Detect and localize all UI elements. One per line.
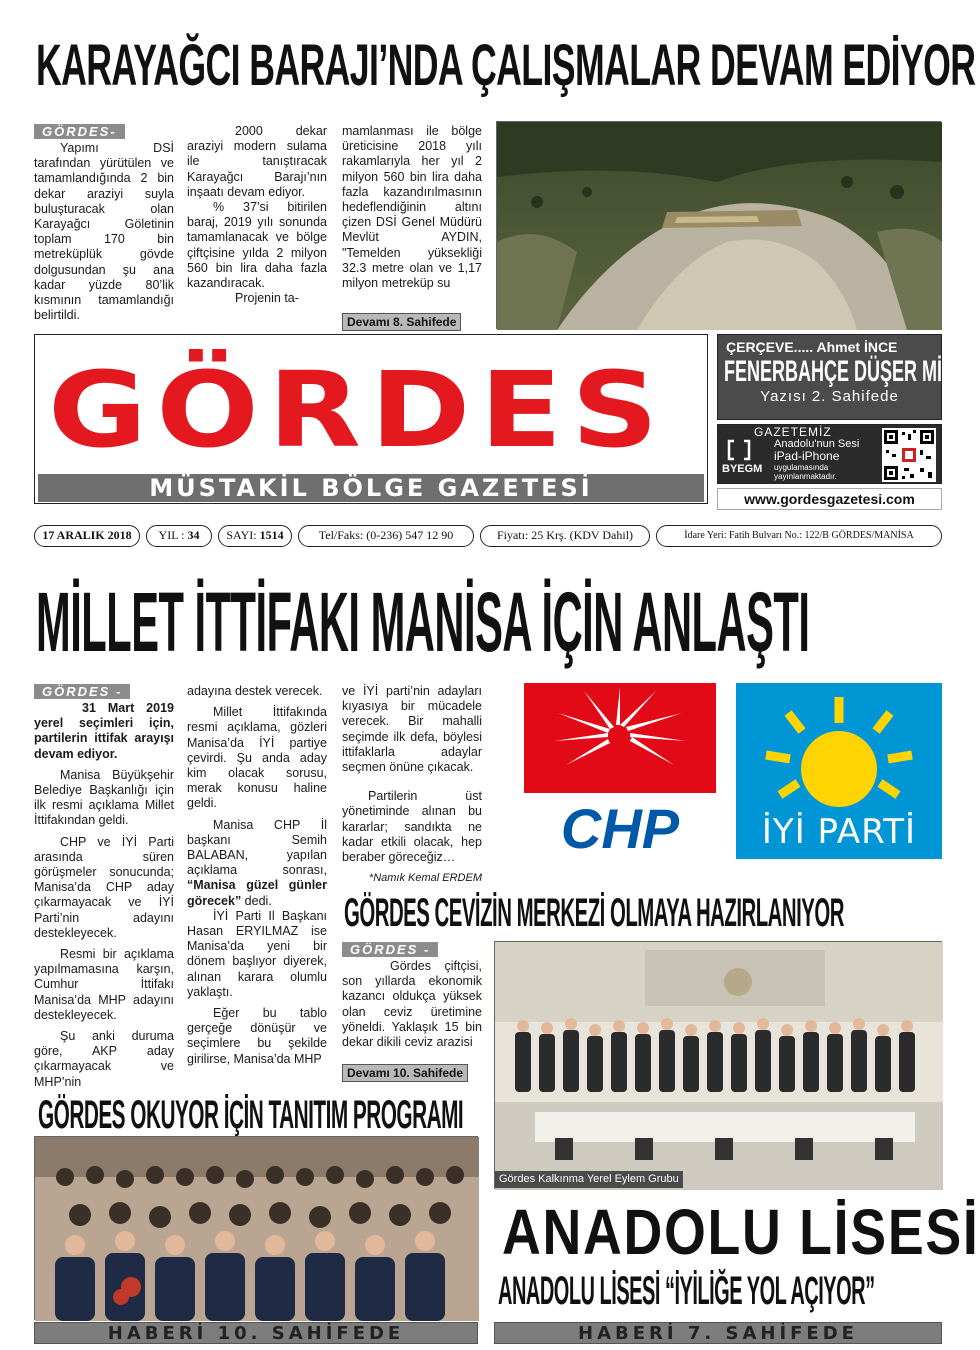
masthead-subtitle: MÜSTAKİL BÖLGE GAZETESİ	[38, 474, 704, 502]
ceviz-headline: GÖRDES CEVİZİN MERKEZİ OLMAYA HAZIRLANIYOR	[344, 891, 844, 935]
issue-year	[146, 525, 212, 547]
issue-number	[218, 525, 292, 547]
byegm-logo	[726, 439, 752, 461]
main-article-text	[187, 818, 327, 909]
top-article-text: Projenin ta-	[235, 291, 299, 306]
main-article-text: Şu anki duruma göre, AKP aday çıkarmayacak ve MHP’nin	[34, 1029, 174, 1089]
iyi-parti-logo	[736, 683, 942, 859]
website-box[interactable]	[717, 488, 942, 510]
lise-subheadline: ANADOLU LİSESİ “İYİLİĞE YOL AÇIYOR”	[498, 1269, 875, 1313]
ceviz-article-col	[342, 942, 482, 1064]
okuyor-headline: GÖRDES OKUYOR İÇİN TANITIM PROGRAMI	[38, 1093, 464, 1137]
main-article-text: ve İYİ parti’nin adayları kıyasıya bir mücadele verecek. Bir mahalli seçimde ilk defa, böylesi ittifaklarla adaylar seçmen önüne çıkacak.	[342, 684, 482, 775]
top-article-text: Yapımı DSİ tarafından yürütülen ve tamamlandığında 2 bin dekar araziyi suyla buluşturacak olan Karayağcı Göletinin toplam 170 bin metreküplük gövde dolgusundan şu ana kadar yüzde 80’lik kısmının tamamlandığı belirtildi.	[34, 141, 174, 323]
top-article-text: % 37’si bitirilen baraj, 2019 yılı sonunda tamamlanacak ve bölge çiftçisine yılda 2 milyon 560 bin lira daha fazla kazandıracak.	[187, 200, 327, 291]
main-article-text-part: dedi.	[241, 893, 272, 908]
main-article-quote: “Manisa güzel günler görecek”	[187, 878, 327, 908]
issue-date	[34, 525, 140, 547]
chp-logo	[524, 683, 716, 859]
app-promo-title: GAZETEMİZ	[754, 425, 832, 439]
continued-on-page-8[interactable]: Devamı 8. Sahifede	[342, 313, 461, 331]
main-article-col1	[34, 684, 174, 1089]
main-headline: MİLLET İTTİFAKI MANİSA İÇİN ANLAŞTI	[36, 575, 810, 669]
issue-date-text: 17 ARALIK 2018	[42, 528, 132, 542]
dam-construction-photo	[496, 121, 941, 329]
continued-on-page-10[interactable]: Devamı 10. Sahifede	[342, 1064, 468, 1082]
main-article-col2	[187, 684, 327, 1084]
cerceve-column-box[interactable]	[717, 334, 954, 420]
masthead-title: GÖRDES	[48, 349, 668, 471]
okuyor-page-band[interactable]: HABERİ 10. SAHİFEDE	[34, 1322, 478, 1344]
main-article-text: adayına destek verecek.	[187, 684, 323, 698]
iyi-logo-text: İYİ PARTİ	[761, 812, 917, 852]
issue-value: 1514	[259, 528, 284, 542]
main-article-text: Manisa Büyükşehir Belediye Başkanlığı için ilk resmi açıklama Millet İttifakından geldi.	[34, 767, 174, 828]
byegm-brand: BYEGM	[722, 463, 763, 475]
website-url[interactable]: www.gordesgazetesi.com	[744, 491, 915, 507]
main-article-text: CHP ve İYİ Parti arasında süren görüşmeler sonucunda; Manisa’da CHP aday çıkarmayacak ve İYİ Parti’nin adayını destekleyecek.	[34, 834, 174, 940]
issue-label: SAYI:	[226, 528, 257, 542]
app-promo-line2: iPad-iPhone	[774, 449, 840, 463]
top-article-col1	[34, 124, 174, 324]
app-promo-box	[717, 424, 942, 484]
year-value: 34	[187, 528, 200, 542]
top-article-text: 2000 dekar araziyi modern sulama ile tanıştıracak Karayağcı Barajı’nın inşaatı devam ediyor.	[187, 124, 327, 199]
ceviz-article-text: Gördes çiftçisi, son yıllarda ekonomik kazancı oldukça yüksek olan ceviz üretimine yöneldi. Yaklaşık 15 bin dekar dikili ceviz arazisi	[342, 959, 482, 1050]
top-article-col2	[187, 124, 327, 324]
kicker-label: GÖRDES -	[34, 684, 130, 699]
main-article-text-part: Manisa CHP İl başkanı Semih BALABAN, yapılan açıklama sonrası,	[187, 817, 327, 878]
year-label: YIL :	[158, 528, 185, 542]
main-article-text: Millet İttifakında resmi açıklama, gözleri Manisa’da İYİ partiye çevirdi. Şu anda aday kim olacak sorusu, merak konusu haline geldi.	[187, 705, 327, 811]
phone-info: Tel/Faks: (0-236) 547 12 90	[298, 525, 474, 547]
cerceve-author-line: ÇERÇEVE..... Ahmet İNCE	[726, 339, 898, 355]
cerceve-title: FENERBAHÇE DÜŞER Mİ?	[724, 355, 954, 388]
dam-photo-illustration	[497, 122, 942, 330]
lise-page-band[interactable]: HABERİ 7. SAHİFEDE	[494, 1322, 942, 1344]
ceviz-meeting-photo	[494, 941, 942, 1189]
main-article-text: Eğer bu tablo gerçeğe dönüşür ve seçimlere bu şekilde girilirse, Manisa’da MHP	[187, 1006, 327, 1066]
app-promo-line1: Anadolu'nun Sesi	[774, 438, 860, 450]
app-promo-line4: yayınlanmaktadır.	[774, 472, 837, 481]
main-article-lead: 31 Mart 2019 yerel seçimleri için, partilerin ittifak arayışı devam ediyor.	[34, 701, 174, 761]
main-article-byline: *Namık Kemal ERDEM	[368, 872, 482, 885]
cerceve-page-note: Yazısı 2. Sahifede	[760, 388, 899, 405]
kicker-label: GÖRDES -	[342, 942, 438, 957]
main-article-text: Resmi bir açıklama yapılmamasına karşın, Cumhur İttifakı Manisa’da MHP adayını destekleyecek.	[34, 947, 174, 1022]
kicker-label: GÖRDES-	[34, 124, 125, 139]
app-promo-line3: uygulamasında	[774, 463, 829, 472]
main-article-text: Partilerin üst yönetiminde alınan bu kararlar; sandıkta ne kadar etkili olacak, hep beraber göreceğiz…	[342, 789, 482, 865]
top-headline: KARAYAĞCI BARAJI’NDA ÇALIŞMALAR DEVAM EDİYOR	[36, 33, 976, 98]
main-article-col3	[342, 684, 482, 885]
lise-headline: ANADOLU LİSESİ	[502, 1196, 980, 1268]
qr-code[interactable]	[882, 428, 936, 482]
price-info: Fiyatı: 25 Krş. (KDV Dahil)	[480, 525, 650, 547]
photo-caption: Gördes Kalkınma Yerel Eylem Grubu	[495, 1171, 683, 1188]
okuyor-audience-photo	[34, 1136, 478, 1320]
chp-logo-text: CHP	[560, 797, 680, 860]
top-article-col3	[342, 124, 482, 314]
address-info: İdare Yeri: Fatih Bulvarı No.: 122/B GÖRDES/MANİSA	[656, 525, 942, 547]
top-article-text: mamlanması ile bölge üreticisine 2018 yılı rakamlarıyla her yıl 2 milyon 560 bin lira daha fazla kazandırılmasının hedeflendiğinin altını çizen DSİ Genel Müdürü Mevlüt AYDIN, "Temelden yüksekliği 32.3 metre olan ve 1,17 milyon metreküp su	[342, 124, 482, 291]
main-article-text: İYİ Parti Il Başkanı Hasan ERYILMAZ ise Manisa’da yeni bir dönem başlıyor diyerek, alınan karara olumlu yaklaştı.	[187, 908, 327, 999]
